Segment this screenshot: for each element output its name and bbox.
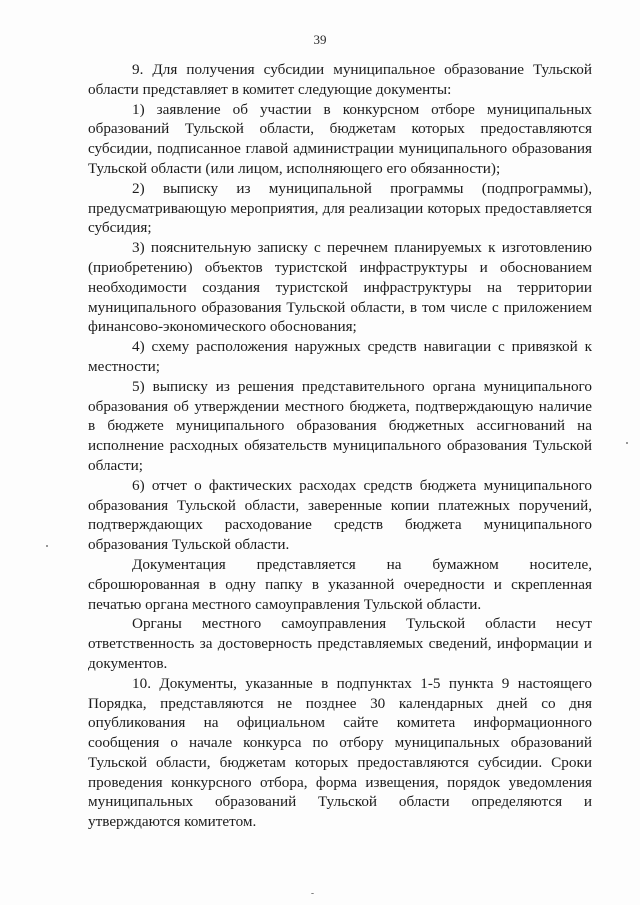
page-number: 39 [313, 32, 327, 47]
paragraph-documentation: Документация представляется на бумажном носителе, сброшюрованная в одну папку в указанной очередности и скрепленная печатью органа местного самоуправления Тульской области. [88, 555, 592, 613]
paragraph-10: 10. Документы, указанные в подпунктах 1-5 пункта 9 настоящего Порядка, представляются не позднее 30 календарных дней со дня опубликования на официальном сайте комитета информационного сообщения о начале конкурса по отбору муниципальных образований Тульской области, бюджетам которых предоставляются субсидии. Сроки проведения конкурсного отбора, форма извещения, порядок уведомления муниципальных образований Тульской области определяются и утверждаются комитетом. [88, 674, 592, 831]
paragraph-9-item-6: 6) отчет о фактических расходах средств бюджета муниципального образования Тульской области, заверенные копии платежных поручений, подтверждающих расходование средств бюджета муниципального образования Тульской области. [88, 476, 592, 554]
paragraph-9-item-3: 3) пояснительную записку с перечнем планируемых к изготовлению (приобретению) объектов туристской инфраструктуры и обоснованием необходимости создания туристской инфраструктуры на территории муниципального образования Тульской области, в том числе с приложением финансово-экономического обоснования; [88, 239, 592, 336]
paragraph-9-item-4: 4) схему расположения наружных средств навигации с привязкой к местности; [88, 338, 592, 375]
paragraph-9-item-2: 2) выписку из муниципальной программы (подпрограммы), предусматривающую мероприятия, для реализации которых предоставляется субсидия; [88, 179, 592, 237]
scan-speck [626, 442, 628, 444]
paragraph-9-item-1: 1) заявление об участии в конкурсном отборе муниципальных образований Тульской области, бюджетам которых предоставляются субсидии, подписанное главой администрации муниципального образования Тульской области (или лицом, исполняющего его обязанности); [88, 100, 592, 177]
paragraph-responsibility: Органы местного самоуправления Тульской области несут ответственность за достоверность представляемых сведений, информации и документов. [88, 615, 592, 672]
paragraph-9: 9. Для получения субсидии муниципальное образование Тульской области представляет в комитет следующие документы: [88, 61, 592, 98]
document-body [88, 60, 592, 832]
scan-speck [46, 545, 48, 547]
scan-speck [311, 893, 314, 894]
paragraph-9-item-5: 5) выписку из решения представительного органа муниципального образования об утверждении местного бюджета, подтверждающую наличие в бюджете муниципального образования бюджетных ассигнований на исполнение расходных обязательств муниципального образования Тульской области; [88, 377, 592, 474]
